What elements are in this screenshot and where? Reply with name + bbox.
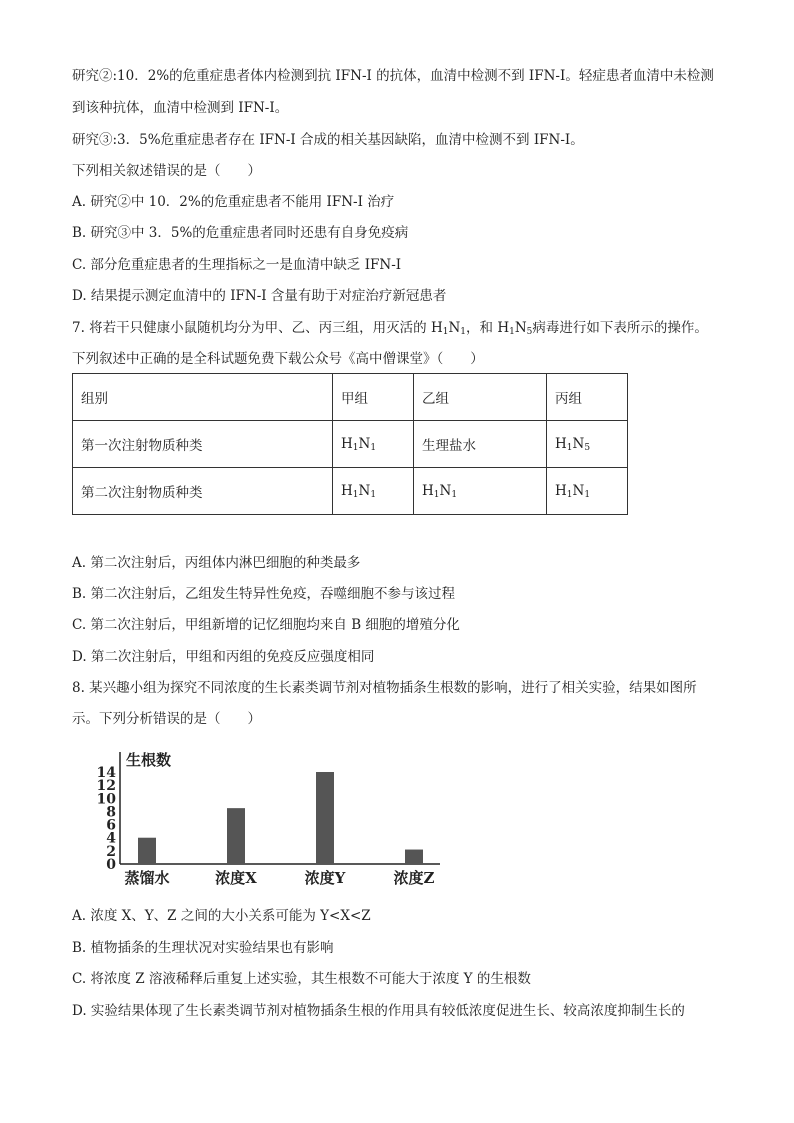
row-label: 第一次注射物质种类 bbox=[73, 421, 333, 468]
x-category-label: 浓度Z bbox=[393, 869, 435, 887]
text-line: 研究③:3．5%危重症患者存在 IFN-I 合成的相关基因缺陷，血清中检测不到 IFN-I。 bbox=[72, 132, 584, 148]
y-tick-label: 4 bbox=[106, 830, 116, 847]
question-7-prompt: 下列叙述中正确的是全科试题免费下载公众号《高中僧课堂》（ ） bbox=[72, 351, 484, 367]
option-b: B. 植物插条的生理状况对实验结果也有影响 bbox=[72, 940, 334, 956]
question-prompt: 下列相关叙述错误的是（ ） bbox=[72, 163, 261, 179]
table-cell: $H_1N_1$ bbox=[333, 468, 414, 515]
y-tick-label: 6 bbox=[106, 817, 116, 834]
header-cell: 丙组 bbox=[547, 374, 628, 421]
option-d: D. 第二次注射后，甲组和丙组的免疫反应强度相同 bbox=[72, 649, 375, 665]
bar-chart bbox=[90, 748, 450, 890]
y-tick-label: 10 bbox=[96, 791, 116, 808]
option-c: C. 部分危重症患者的生理指标之一是血清中缺乏 IFN-I bbox=[72, 257, 402, 273]
header-cell: 甲组 bbox=[333, 374, 414, 421]
table-cell: 生理盐水 bbox=[414, 421, 547, 468]
bar bbox=[138, 838, 156, 864]
y-tick-label: 8 bbox=[106, 804, 116, 821]
table-header-row bbox=[73, 374, 628, 421]
table-cell: $H_1N_1$ bbox=[414, 468, 547, 515]
option-b: B. 研究③中 3．5%的危重症患者同时还患有自身免疫病 bbox=[72, 225, 409, 241]
option-c: C. 将浓度 Z 溶液稀释后重复上述实验，其生根数不可能大于浓度 Y 的生根数 bbox=[72, 971, 531, 987]
question-8-prompt: 示。下列分析错误的是（ ） bbox=[72, 711, 261, 727]
x-category-label: 浓度X bbox=[215, 869, 257, 887]
option-b: B. 第二次注射后，乙组发生特异性免疫，吞噬细胞不参与该过程 bbox=[72, 586, 456, 602]
table-cell: $H_1N_1$ bbox=[333, 421, 414, 468]
question-8-stem: 8. 某兴趣小组为探究不同浓度的生长素类调节剂对植物插条生根数的影响，进行了相关实验，结果如图所 bbox=[72, 680, 697, 696]
bar bbox=[227, 808, 245, 864]
option-c: C. 第二次注射后，甲组新增的记忆细胞均来自 B 细胞的增殖分化 bbox=[72, 617, 460, 633]
table-cell: $H_1N_5$ bbox=[547, 421, 628, 468]
option-a: A. 研究②中 10．2%的危重症患者不能用 IFN-I 治疗 bbox=[72, 194, 395, 210]
y-tick-label: 12 bbox=[96, 778, 116, 795]
y-axis-label: 生根数 bbox=[126, 751, 172, 769]
table-row bbox=[73, 468, 628, 515]
question-7-stem: 7. 将若干只健康小鼠随机均分为甲、乙、丙三组，用灭活的 $H_1N_1$，和 $H_1N_5$病毒进行如下表所示的操作。 bbox=[72, 320, 708, 337]
bar bbox=[405, 850, 423, 864]
y-tick-label: 0 bbox=[106, 857, 116, 873]
text-line: 研究②:10．2%的危重症患者体内检测到抗 IFN-I 的抗体，血清中检测不到 IFN-I。轻症患者血清中未检测 bbox=[72, 68, 714, 84]
option-d: D. 实验结果体现了生长素类调节剂对植物插条生根的作用具有较低浓度促进生长、较高浓度抑制生长的 bbox=[72, 1003, 685, 1019]
header-cell: 组别 bbox=[73, 374, 333, 421]
header-cell: 乙组 bbox=[414, 374, 547, 421]
table-cell: $H_1N_1$ bbox=[547, 468, 628, 515]
bar bbox=[316, 772, 334, 864]
option-a: A. 浓度 X、Y、Z 之间的大小关系可能为 Y<X<Z bbox=[72, 908, 371, 924]
x-category-label: 蒸馏水 bbox=[124, 869, 170, 887]
option-d: D. 结果提示测定血清中的 IFN-I 含量有助于对症治疗新冠患者 bbox=[72, 288, 447, 304]
text-line: 到该种抗体，血清中检测到 IFN-I。 bbox=[72, 100, 289, 116]
option-a: A. 第二次注射后，丙组体内淋巴细胞的种类最多 bbox=[72, 555, 361, 571]
experiment-table bbox=[72, 373, 628, 515]
x-category-label: 浓度Y bbox=[304, 869, 346, 887]
table-row bbox=[73, 421, 628, 468]
y-tick-label: 14 bbox=[96, 765, 116, 781]
row-label: 第二次注射物质种类 bbox=[73, 468, 333, 515]
y-tick-label: 2 bbox=[106, 843, 116, 860]
